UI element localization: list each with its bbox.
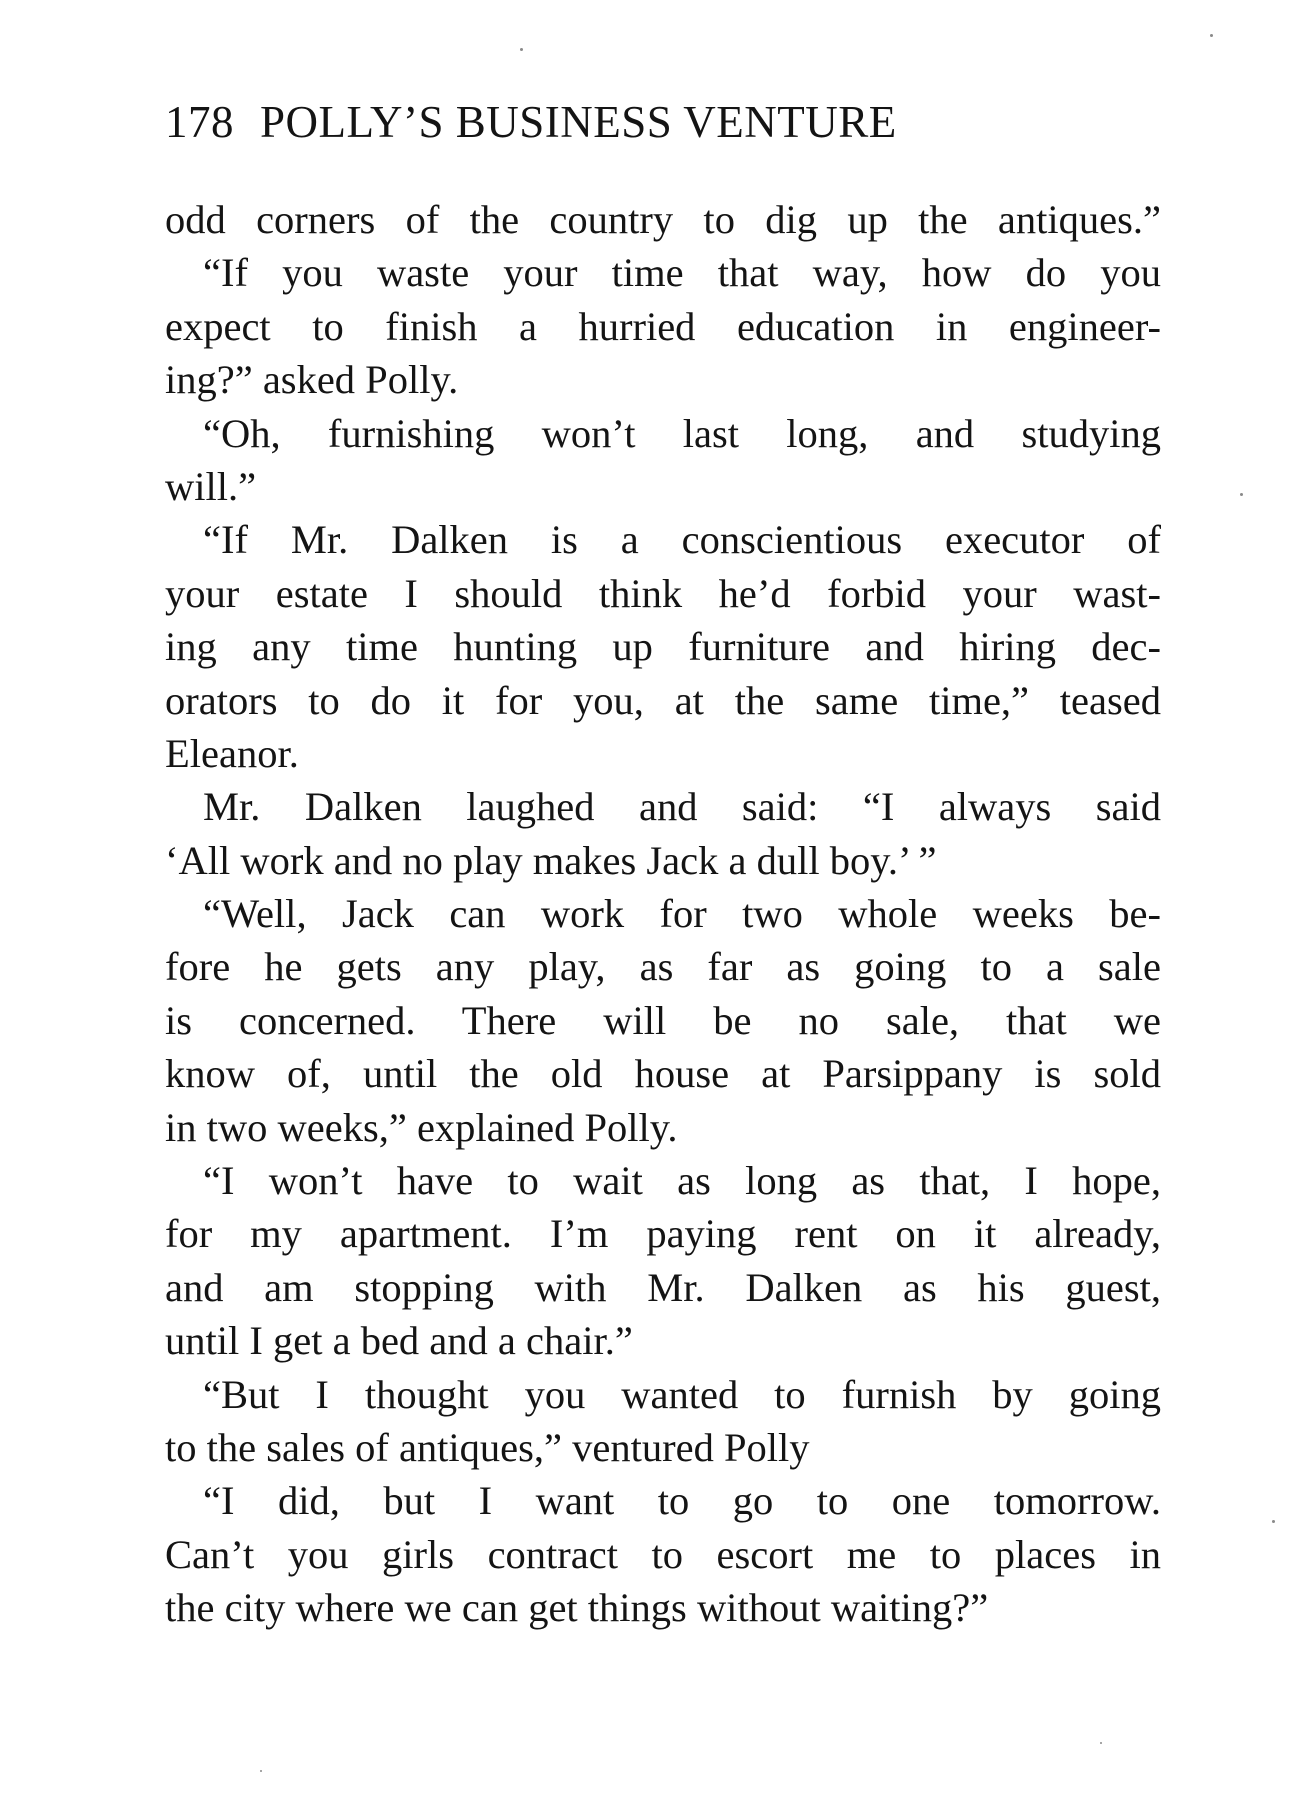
text-line: your estate I should think he’d forbid your wast- bbox=[165, 570, 1161, 616]
text-line: for my apartment. I’m paying rent on it already, bbox=[165, 1211, 1161, 1257]
text-line: “Well, Jack can work for two whole weeks be- bbox=[203, 891, 1161, 937]
text-line: orators to do it for you, at the same time,” teased bbox=[165, 677, 1161, 723]
scan-speck bbox=[1240, 493, 1243, 496]
body-text bbox=[165, 193, 1161, 1635]
text-line: “If Mr. Dalken is a conscientious executor of bbox=[203, 517, 1161, 563]
text-line: Mr. Dalken laughed and said: “I always said bbox=[203, 784, 1161, 830]
running-title: POLLY’S BUSINESS VENTURE bbox=[260, 97, 897, 147]
text-line: “Oh, furnishing won’t last long, and studying bbox=[203, 410, 1161, 456]
text-line: Can’t you girls contract to escort me to places in bbox=[165, 1531, 1161, 1577]
text-line: ing any time hunting up furniture and hiring dec- bbox=[165, 624, 1161, 670]
scan-speck bbox=[1210, 34, 1213, 37]
text-line: to the sales of antiques,” ventured Polly bbox=[165, 1424, 810, 1470]
text-line: “I did, but I want to go to one tomorrow. bbox=[203, 1478, 1161, 1524]
text-line: “But I thought you wanted to furnish by going bbox=[203, 1371, 1161, 1417]
scan-speck bbox=[1100, 1742, 1102, 1744]
text-line: know of, until the old house at Parsippany is sold bbox=[165, 1051, 1161, 1097]
text-line: “I won’t have to wait as long as that, I hope, bbox=[203, 1158, 1161, 1204]
scan-speck bbox=[260, 1770, 262, 1772]
text-line: and am stopping with Mr. Dalken as his guest, bbox=[165, 1264, 1161, 1310]
text-line: the city where we can get things without waiting?” bbox=[165, 1585, 989, 1631]
text-line: fore he gets any play, as far as going to a sale bbox=[165, 944, 1161, 990]
page-number: 178 bbox=[165, 97, 234, 147]
text-line: in two weeks,” explained Polly. bbox=[165, 1104, 678, 1150]
text-line: odd corners of the country to dig up the antiques.” bbox=[165, 197, 1161, 242]
scan-speck bbox=[520, 48, 523, 51]
text-line: will.” bbox=[165, 463, 257, 509]
text-line: “If you waste your time that way, how do you bbox=[203, 250, 1161, 296]
text-line: ing?” asked Polly. bbox=[165, 357, 459, 403]
text-line: expect to finish a hurried education in engineer- bbox=[165, 303, 1161, 349]
text-line: Eleanor. bbox=[165, 730, 299, 776]
text-line: is concerned. There will be no sale, that we bbox=[165, 997, 1161, 1043]
page-header bbox=[165, 92, 1165, 152]
scan-speck bbox=[1272, 1520, 1275, 1523]
text-line: until I get a bed and a chair.” bbox=[165, 1318, 633, 1364]
text-line: ‘All work and no play makes Jack a dull boy.’ ” bbox=[165, 837, 937, 883]
